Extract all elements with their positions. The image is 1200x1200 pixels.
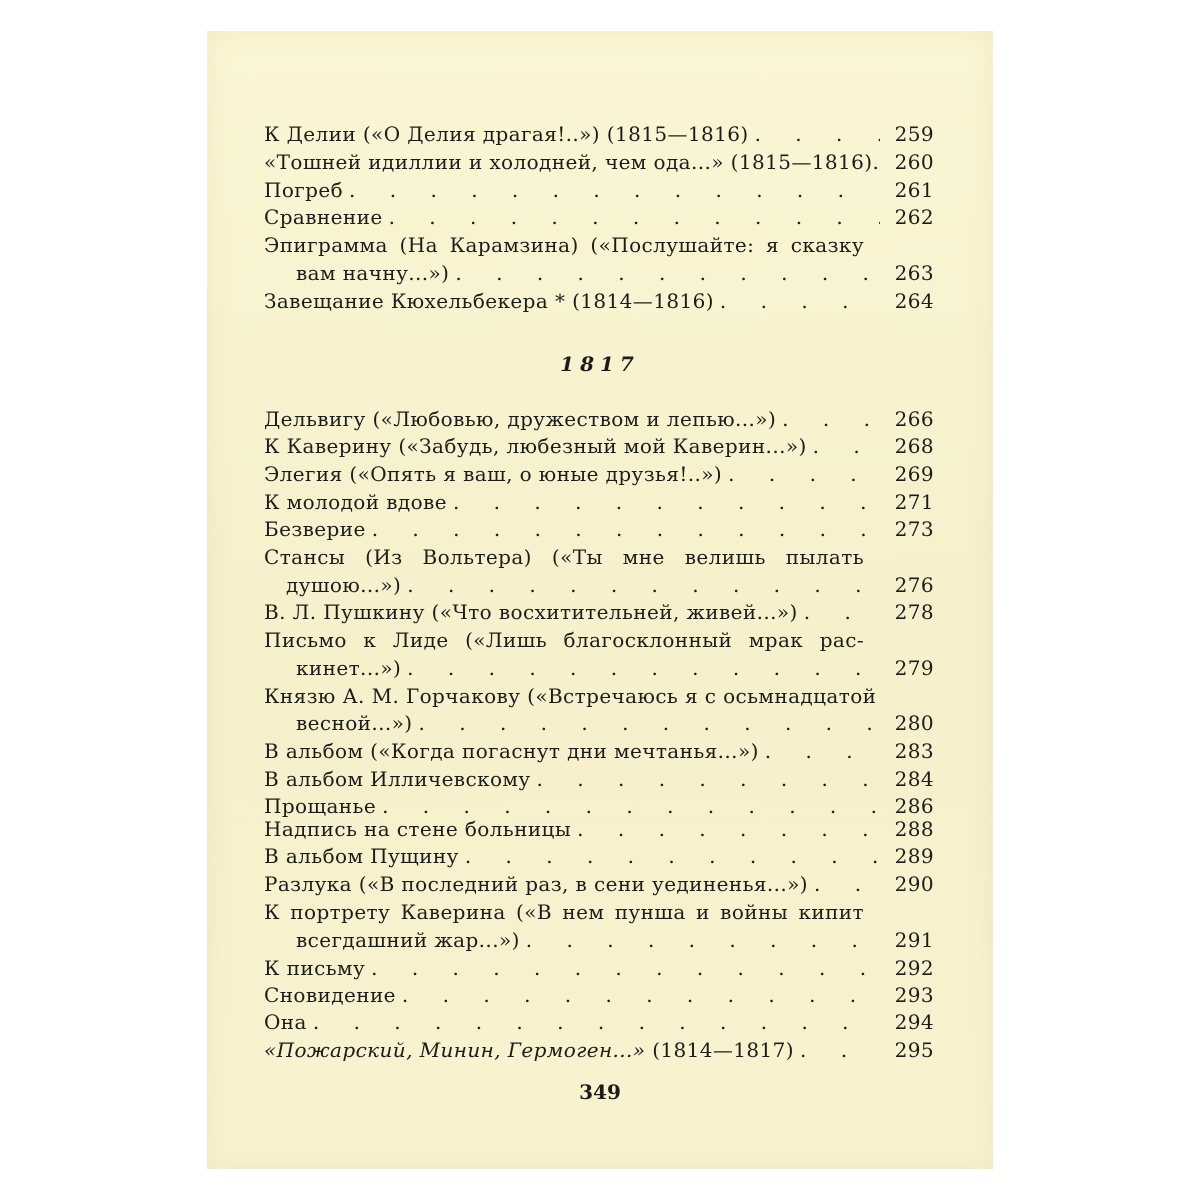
- entry-page: 291: [894, 928, 934, 952]
- toc-entry: [264, 765, 934, 791]
- toc-entry: [264, 981, 934, 1007]
- entry-page: 288: [894, 817, 934, 841]
- entry-page: 269: [894, 462, 934, 486]
- entry-title: Стансы (Из Вольтера) («Ты мне велишь пылать: [264, 545, 864, 569]
- entry-page: 279: [894, 656, 934, 680]
- toc-entry-first-line: [264, 898, 934, 924]
- toc-entry: [264, 287, 934, 313]
- entry-title: Разлука («В последний раз, в сени уединенья...»): [264, 872, 808, 896]
- entry-title: Надпись на стене больницы: [264, 817, 572, 841]
- toc-entry: [264, 842, 934, 868]
- entry-page: 284: [894, 767, 934, 791]
- leader-dots: [449, 261, 880, 285]
- entry-title: Сравнение: [264, 205, 383, 229]
- entry-title-continued: кинет...»): [296, 656, 402, 680]
- leader-dots: [383, 205, 880, 229]
- entry-title: К Делии («О Делия драгая!..») (1815—1816): [264, 122, 749, 146]
- entry-page: 283: [894, 739, 934, 763]
- leader-dots: [459, 844, 880, 868]
- entry-title: К Каверину («Забудь, любезный мой Каверин...»): [264, 434, 807, 458]
- entry-page: 289: [894, 844, 934, 868]
- leader-dots: [401, 656, 880, 680]
- toc-entry-first-line: [264, 682, 934, 708]
- entry-page: 293: [894, 983, 934, 1007]
- entry-page: 263: [894, 261, 934, 285]
- toc-entry-first-line: [264, 231, 934, 257]
- entry-title: Письмо к Лиде («Лишь благосклонный мрак рас-: [264, 628, 864, 652]
- toc-entry-continuation: [264, 654, 934, 680]
- entry-page: 292: [894, 956, 934, 980]
- entry-page: 259: [894, 122, 934, 146]
- toc-entry: [264, 598, 934, 624]
- leader-dots: [807, 434, 880, 458]
- toc-entry-continuation: [264, 571, 934, 597]
- entry-page: 276: [894, 573, 934, 597]
- toc-entry: [264, 120, 934, 146]
- leader-dots: [413, 711, 880, 735]
- entry-title: Она: [264, 1010, 307, 1034]
- leader-dots: [401, 573, 880, 597]
- entry-title: Эпиграмма (На Карамзина) («Послушайте: я сказку: [264, 233, 864, 257]
- leader-dots: [808, 872, 880, 896]
- toc-entry-continuation: [264, 709, 934, 735]
- leader-dots: [365, 956, 880, 980]
- entry-title: К портрету Каверина («В нем пунша и войны кипит: [264, 900, 864, 924]
- toc-entry: [264, 148, 934, 174]
- leader-dots: [366, 517, 880, 541]
- entry-title-dates: (1814—1817): [645, 1038, 794, 1062]
- entry-title: «Тошней идиллии и холодней, чем ода...» (1815—1816): [264, 150, 873, 174]
- entry-title: В альбом Илличевскому: [264, 767, 531, 791]
- leader-dots: [872, 150, 882, 174]
- entry-title: [264, 1038, 794, 1062]
- entry-title-continued: душою...»): [286, 573, 402, 597]
- leader-dots: [307, 1010, 880, 1034]
- leader-dots: [447, 490, 880, 514]
- entry-title-continued: всегдашний жар...»): [296, 928, 520, 952]
- entry-title: В. Л. Пушкину («Что восхитительней, живей...»): [264, 600, 798, 624]
- toc-entry: [264, 176, 934, 202]
- entry-page: 295: [894, 1038, 934, 1062]
- entry-title: Безверие: [264, 517, 366, 541]
- toc-entry-first-line: [264, 543, 934, 569]
- entry-title: К молодой вдове: [264, 490, 447, 514]
- entry-title: В альбом Пущину: [264, 844, 459, 868]
- entry-title: Дельвигу («Любовью, дружеством и лепью...»): [264, 407, 777, 431]
- entry-page: 262: [894, 205, 934, 229]
- entry-page: 290: [894, 872, 934, 896]
- entry-page: 280: [894, 711, 934, 735]
- entry-title-continued: весной...»): [296, 711, 413, 735]
- toc-entry: [264, 515, 934, 541]
- leader-dots: [794, 1038, 880, 1062]
- leader-dots: [776, 407, 880, 431]
- toc-entry-continuation: [264, 259, 934, 285]
- page-number: 349: [579, 1080, 621, 1104]
- toc-entry: [264, 954, 934, 980]
- leader-dots: [749, 122, 880, 146]
- toc-entry-first-line: [264, 626, 934, 652]
- leader-dots: [759, 739, 880, 763]
- entry-title: В альбом («Когда погаснут дни мечтанья...»): [264, 739, 759, 763]
- entry-page: 266: [894, 407, 934, 431]
- entry-page: 273: [894, 517, 934, 541]
- year-heading: 1817: [560, 352, 640, 376]
- leader-dots: [714, 289, 880, 313]
- entry-page: 264: [894, 289, 934, 313]
- entry-page: 286: [894, 794, 934, 818]
- toc-entry: [264, 432, 934, 458]
- toc-entry-continuation: [264, 926, 934, 952]
- entry-page: 268: [894, 434, 934, 458]
- entry-page: 294: [894, 1010, 934, 1034]
- entry-page: 278: [894, 600, 934, 624]
- leader-dots: [798, 600, 880, 624]
- toc-entry: [264, 488, 934, 514]
- toc-entry: [264, 815, 934, 841]
- entry-title: Элегия («Опять я ваш, о юные друзья!..»): [264, 462, 723, 486]
- entry-title: Князю А. М. Горчакову («Встречаюсь я с осьмнадцатой: [264, 684, 877, 708]
- toc-entry: [264, 460, 934, 486]
- entry-title: Погреб: [264, 178, 344, 202]
- entry-title: Прощанье: [264, 794, 377, 818]
- entry-page: 271: [894, 490, 934, 514]
- entry-page: 261: [894, 178, 934, 202]
- entry-title: Сновидение: [264, 983, 396, 1007]
- leader-dots: [520, 928, 880, 952]
- leader-dots: [571, 817, 880, 841]
- leader-dots: [531, 767, 880, 791]
- toc-entry: [264, 870, 934, 896]
- toc-entry: [264, 405, 934, 431]
- entry-title: Завещание Кюхельбекера * (1814—1816): [264, 289, 714, 313]
- entry-page: 260: [894, 150, 934, 174]
- leader-dots: [722, 462, 880, 486]
- entry-title-italic: «Пожарский, Минин, Гермоген...»: [264, 1038, 646, 1062]
- toc-entry: [264, 203, 934, 229]
- leader-dots: [396, 983, 880, 1007]
- entry-title-continued: вам начну...»): [296, 261, 450, 285]
- leader-dots: [343, 178, 880, 202]
- toc-entry: [264, 1036, 934, 1062]
- toc-entry: [264, 737, 934, 763]
- entry-title: К письму: [264, 956, 366, 980]
- toc-entry: [264, 1008, 934, 1034]
